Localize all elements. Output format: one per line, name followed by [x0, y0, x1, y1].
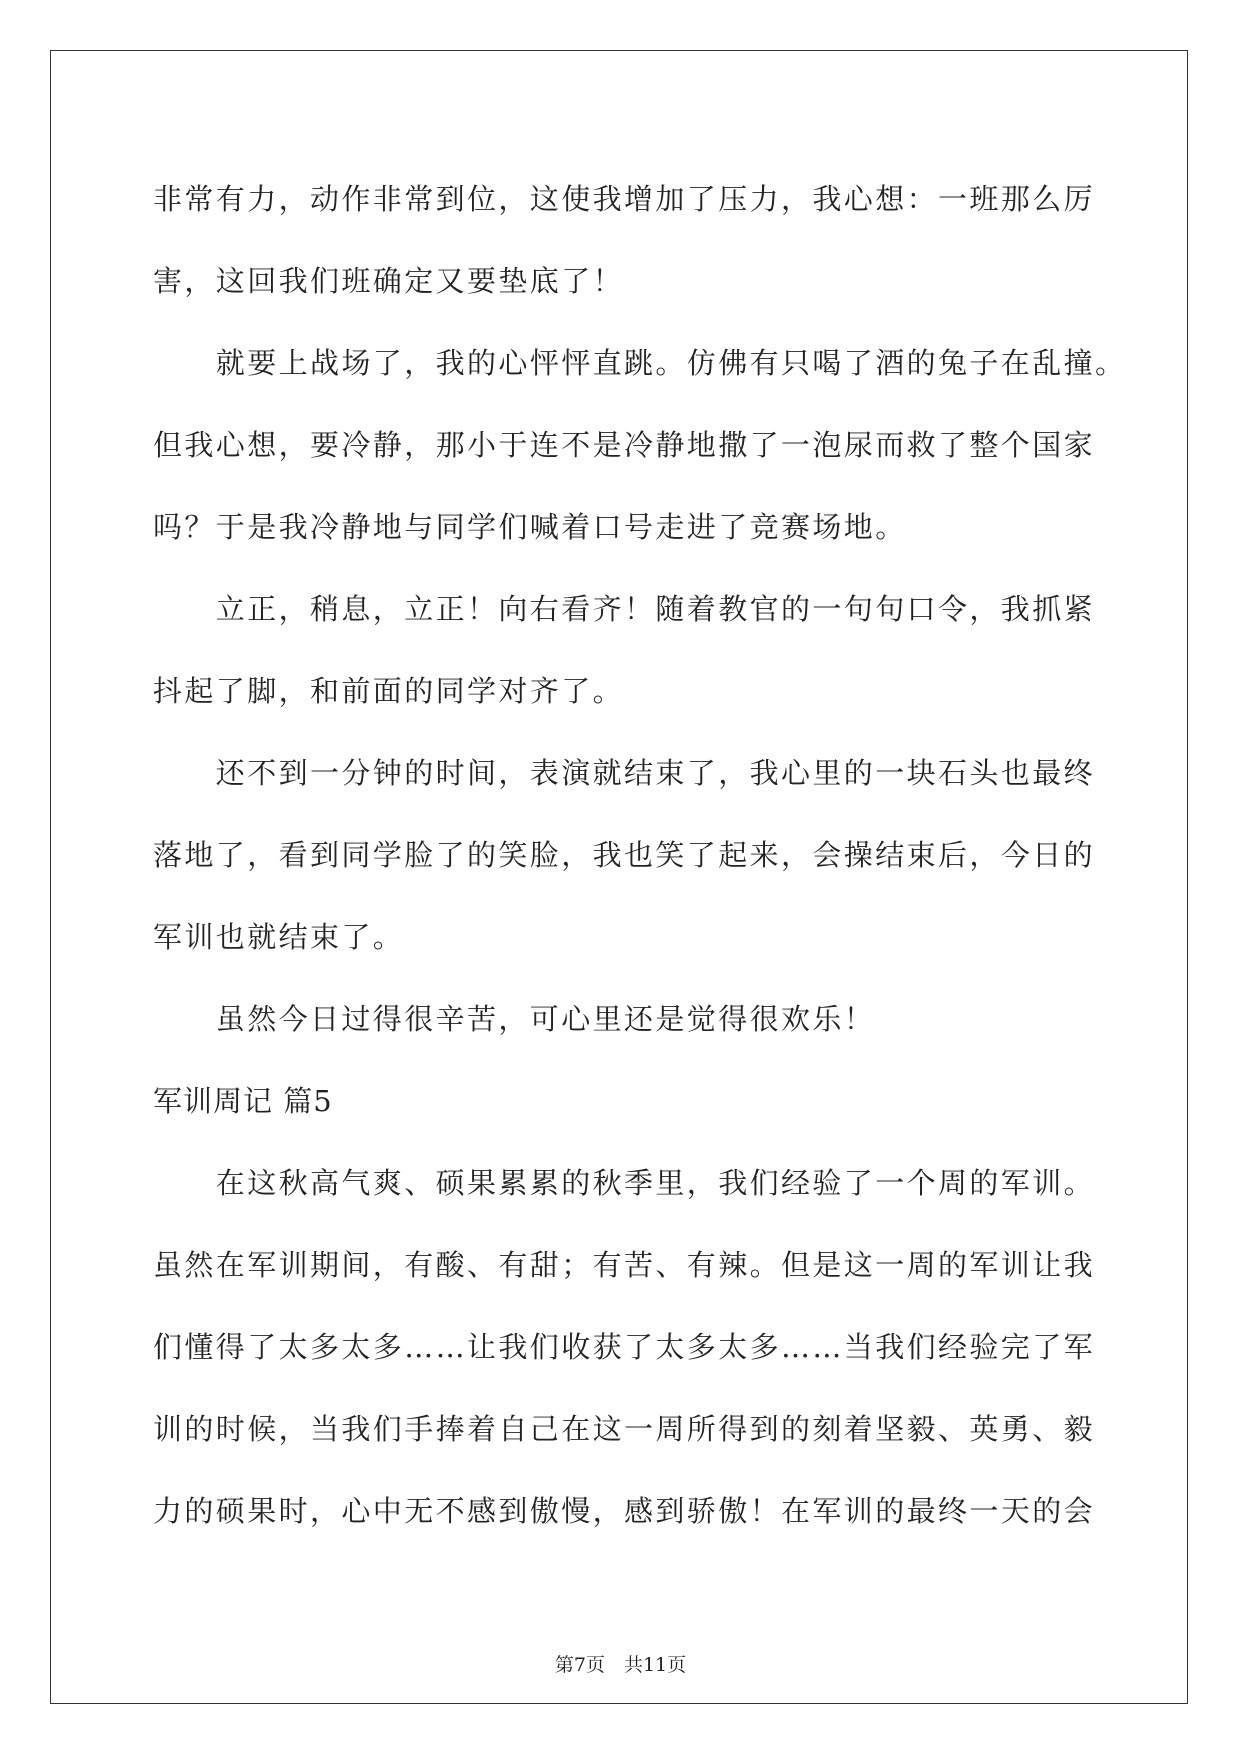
paragraph-line: 非常有力，动作非常到位，这使我增加了压力，我心想：一班那么厉 — [153, 182, 1096, 216]
paragraph-line: 吗？于是我冷静地与同学们喊着口号走进了竞赛场地。 — [153, 510, 907, 544]
paragraph-line: 落地了，看到同学脸了的笑脸，我也笑了起来，会操结束后，今日的 — [153, 838, 1096, 872]
paragraph-line: 但我心想，要冷静，那小于连不是冷静地撒了一泡尿而救了整个国家 — [153, 428, 1096, 462]
paragraph-line: 虽然今日过得很辛苦，可心里还是觉得很欢乐！ — [153, 1002, 876, 1036]
paragraph-line: 军训也就结束了。 — [153, 920, 405, 954]
paragraph-line: 们懂得了太多太多……让我们收获了太多太多……当我们经验完了军 — [153, 1330, 1096, 1364]
paragraph-line: 在这秋高气爽、硕果累累的秋季里，我们经验了一个周的军训。 — [153, 1166, 1096, 1200]
paragraph-line: 抖起了脚，和前面的同学对齐了。 — [153, 674, 625, 708]
paragraph-line: 害，这回我们班确定又要垫底了！ — [153, 264, 625, 298]
document-body — [153, 158, 1127, 1552]
paragraph-line: 就要上战场了，我的心怦怦直跳。仿佛有只喝了酒的兔子在乱撞。 — [153, 346, 1127, 380]
paragraph-line: 训的时候，当我们手捧着自己在这一周所得到的刻着坚毅、英勇、毅 — [153, 1412, 1096, 1446]
paragraph-line: 虽然在军训期间，有酸、有甜；有苦、有辣。但是这一周的军训让我 — [153, 1248, 1096, 1282]
paragraph-line: 还不到一分钟的时间，表演就结束了，我心里的一块石头也最终 — [153, 756, 1096, 790]
page-number: 第7页 共11页 — [554, 1654, 687, 1676]
section-heading: 军训周记 篇5 — [153, 1084, 333, 1118]
paragraph-line: 力的硕果时，心中无不感到傲慢，感到骄傲！在军训的最终一天的会 — [153, 1494, 1096, 1528]
paragraph-line: 立正，稍息，立正！向右看齐！随着教官的一句句口令，我抓紧 — [153, 592, 1096, 626]
